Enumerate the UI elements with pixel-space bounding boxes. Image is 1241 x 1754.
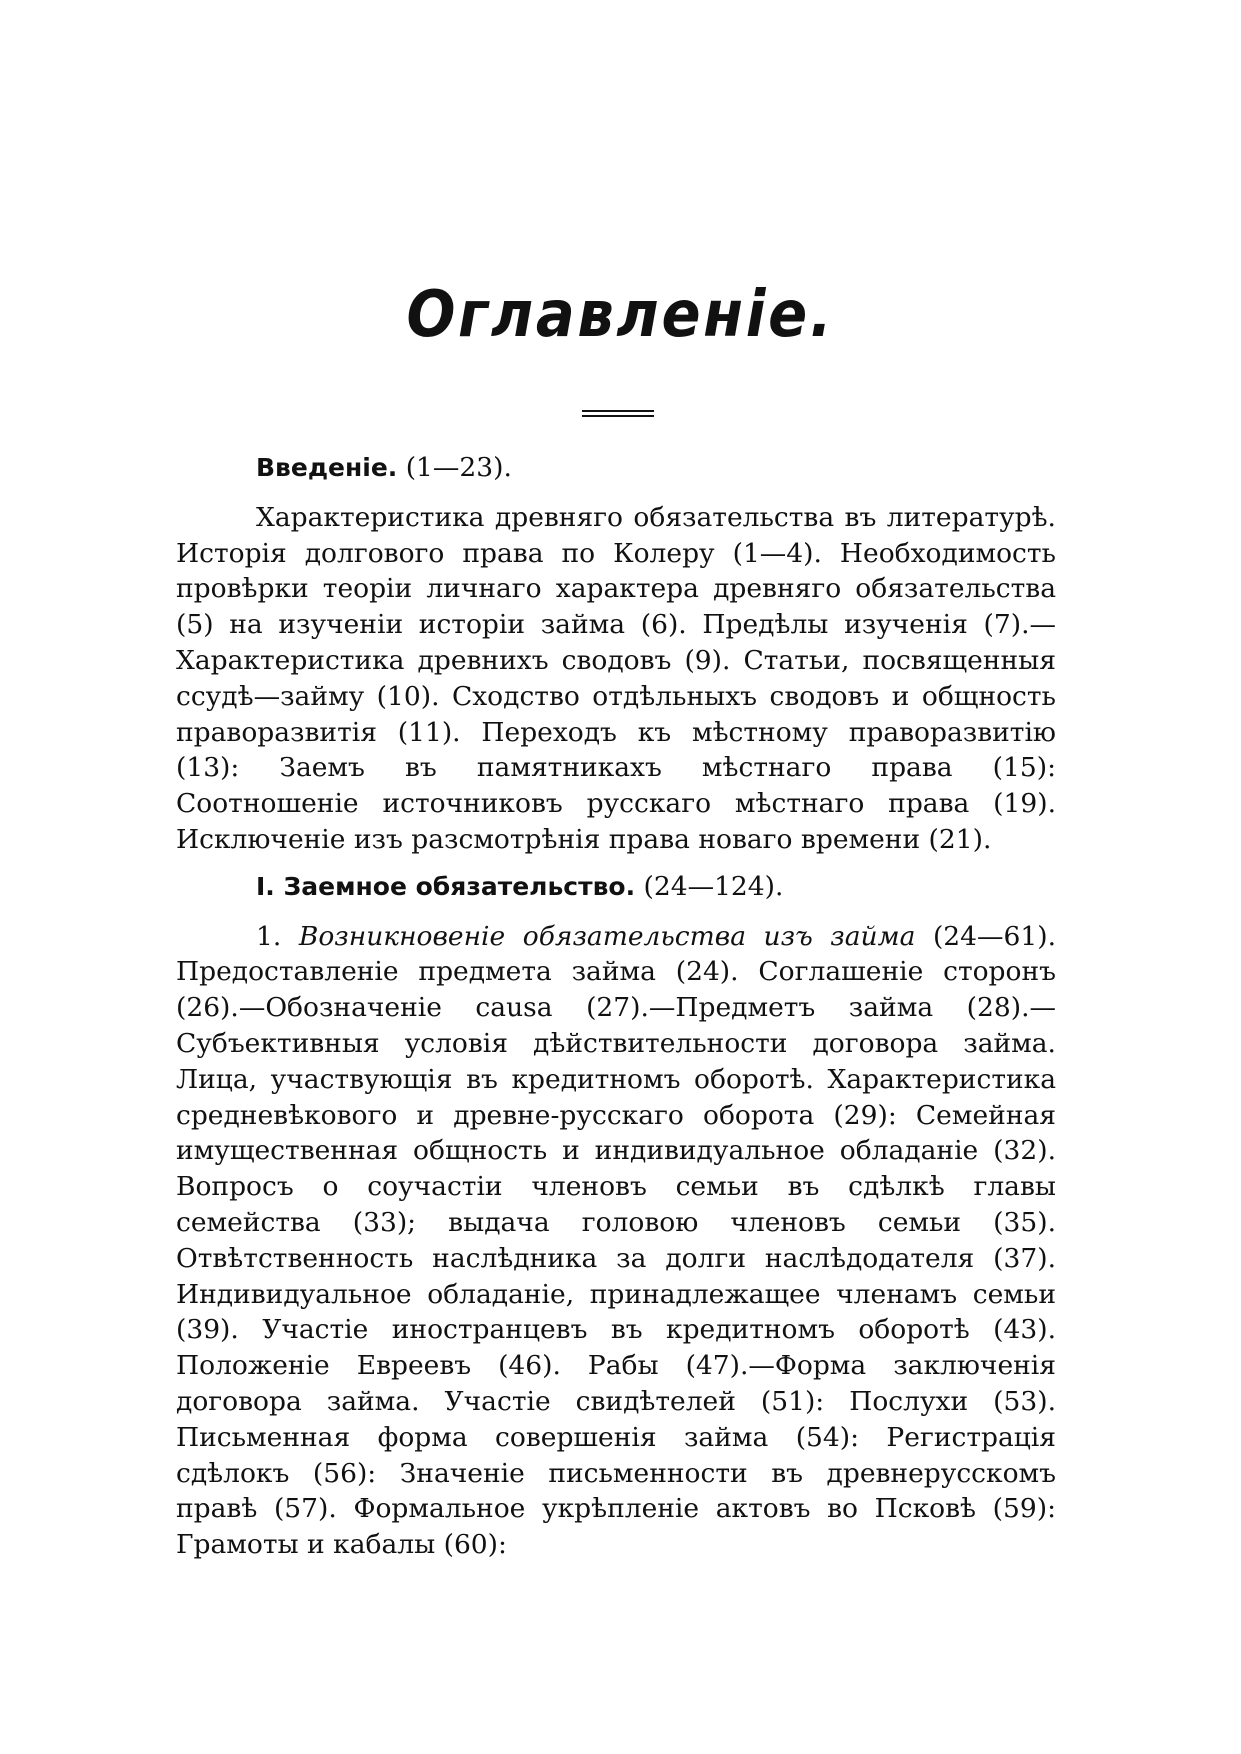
title-divider (582, 410, 654, 420)
intro-paragraph: Характеристика древняго обязательства въ литературѣ. Исторія долгового права по Колеру (1—4). Необходимость провѣрки теоріи личнаго характера древняго обязательства (5) на изученіи исторіи займа (6). Предѣлы изученія (7).—Характеристика древнихъ сводовъ (9). Статьи, посвященныя ссудѣ—займу (10). Сходство отдѣльныхъ сводовъ и общность праворазвитія (11). Переходъ къ мѣстному праворазвитію (13): Заемъ въ памятникахъ мѣстнаго права (15): Соотношеніе источниковъ русскаго мѣстнаго права (19). Исключеніе изъ разсмотрѣнія права новаго времени (21). (176, 501, 1056, 855)
sub1-number: 1. (256, 920, 282, 952)
page-title: Оглавленіе. (406, 278, 835, 352)
sub1-text: (24—61). Предоставленіе предмета займа (24). Соглашеніе сторонъ (26).—Обозначеніе causa (27).—Предметъ займа (28).—Субъективныя условія дѣйствительности договора займа. Лица, участвующія въ кредитномъ оборотѣ. Характеристика средневѣкового и древне-русскаго оборота (29): Семейная имущественная общность и индивидуальное обладаніе (32). Вопросъ о соучастіи членовъ семьи въ сдѣлкѣ главы семейства (33); выдача головою членовъ семьи (35). Отвѣтственность наслѣдника за долги наслѣдодателя (37). Индивидуальное обладаніе, принадлежащее членамъ семьи (39). Участіе иностранцевъ въ кредитномъ оборотѣ (43). Положеніе Евреевъ (46). Рабы (47).—Форма заключенія договора займа. Участіе свидѣтелей (51): Послухи (53). Письменная форма совершенія займа (54): Регистрація сдѣлокъ (56): Значеніе письменности въ древнерусскомъ правѣ (57). Формальное укрѣпленіе актовъ во Псковѣ (59): Грамоты и кабалы (60): (176, 920, 1056, 1561)
part1-pages: (24—124). (643, 870, 784, 902)
contents-body (176, 450, 1056, 1563)
part1-heading (176, 869, 1056, 905)
part1-sub1-paragraph (176, 919, 1056, 1563)
intro-heading-label: Введеніе. (256, 453, 398, 482)
part1-heading-label: I. Заемное обязательство. (256, 871, 636, 901)
intro-heading (176, 450, 1056, 486)
intro-pages: (1—23). (405, 452, 512, 483)
sub1-title: Возникновеніе обязательства изъ займа (298, 920, 916, 952)
